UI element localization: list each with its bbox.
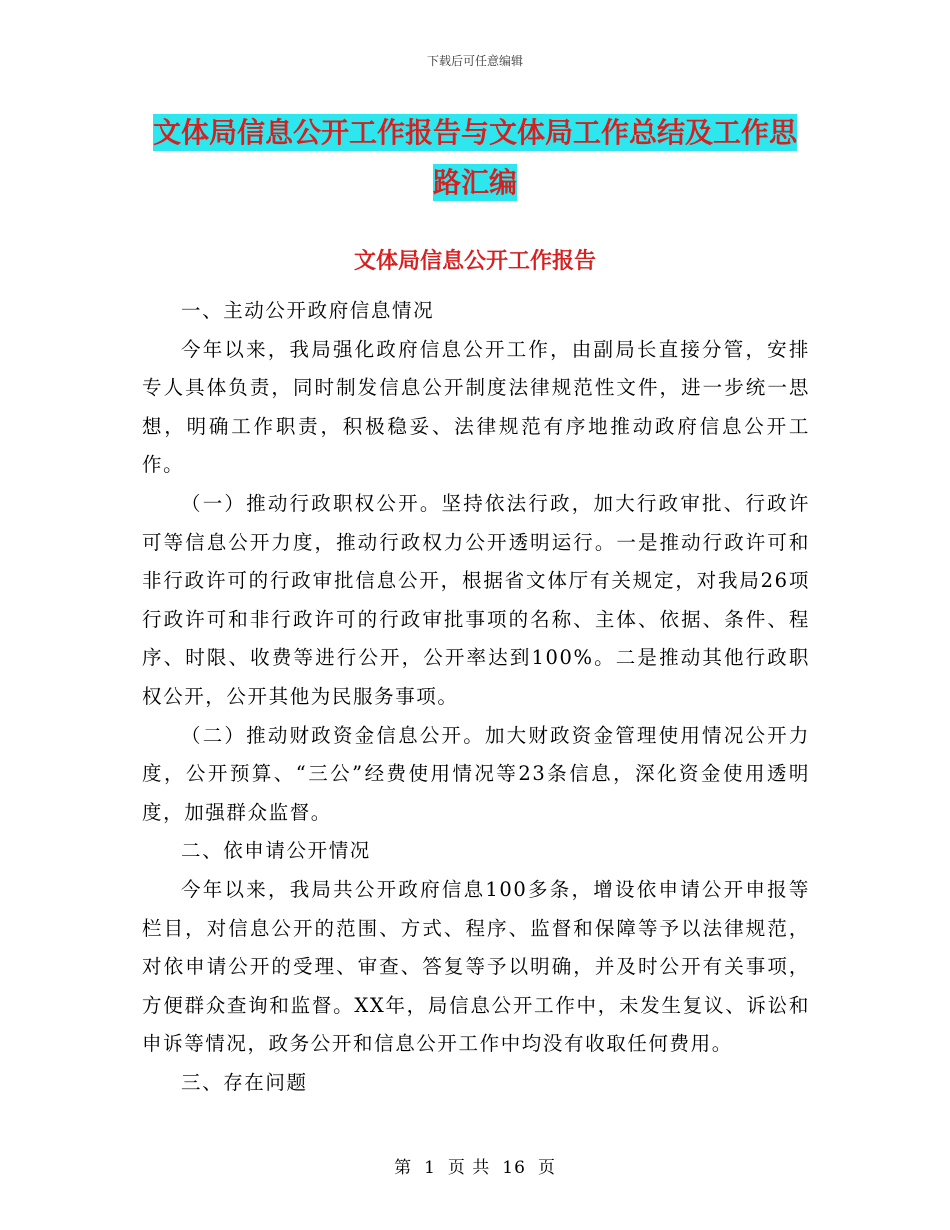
page-total: 16 <box>502 1158 526 1178</box>
heading-3: 三、存在问题 <box>181 1070 308 1094</box>
paragraph: （二）推动财政资金信息公开。加大财政资金管理使用情况公开力度，公开预算、“三公”经费使用情况等23条信息，深化资金使用透明度，加强群众监督。 <box>142 723 810 824</box>
document-body <box>142 292 810 1102</box>
page-label-pre: 第 <box>394 1158 413 1178</box>
page-label-post: 页 <box>537 1158 556 1178</box>
page-number: 1 <box>424 1158 436 1178</box>
document-title <box>140 108 810 208</box>
paragraph: 今年以来，我局强化政府信息公开工作，由副局长直接分管，安排专人具体负责，同时制发信息公开制度法律规范性文件，进一步统一思想，明确工作职责，积极稳妥、法律规范有序地推动政府信息公开工作。 <box>142 337 810 477</box>
page-label-mid: 页 共 <box>447 1158 491 1178</box>
paragraph: 今年以来，我局共公开政府信息100多条，增设依申请公开申报等栏目，对信息公开的范围、方式、程序、监督和保障等予以法律规范，对依申请公开的受理、审查、答复等予以明确，并及时公开有关事项，方便群众查询和监督。XX年，局信息公开工作中，未发生复议、诉讼和申诉等情况，政务公开和信息公开工作中均没有收取任何费用。 <box>142 877 810 1056</box>
header-note: 下载后可任意编辑 <box>426 54 523 68</box>
paragraph: （一）推动行政职权公开。坚持依法行政，加大行政审批、行政许可等信息公开力度，推动行政权力公开透明运行。一是推动行政许可和非行政许可的行政审批信息公开，根据省文体厅有关规定，对我局26项行政许可和非行政许可的行政审批事项的名称、主体、依据、条件、程序、时限、收费等进行公开，公开率达到100%。二是推动其他行政职权公开，公开其他为民服务事项。 <box>142 491 810 708</box>
title-line-1: 文体局信息公开工作报告与文体局工作总结及工作思 <box>152 116 797 149</box>
page-footer <box>0 1153 950 1178</box>
heading-1: 一、主动公开政府信息情况 <box>181 299 435 322</box>
section-title: 文体局信息公开工作报告 <box>353 249 596 274</box>
heading-2: 二、依申请公开情况 <box>181 839 371 863</box>
title-line-2: 路汇编 <box>432 166 517 199</box>
